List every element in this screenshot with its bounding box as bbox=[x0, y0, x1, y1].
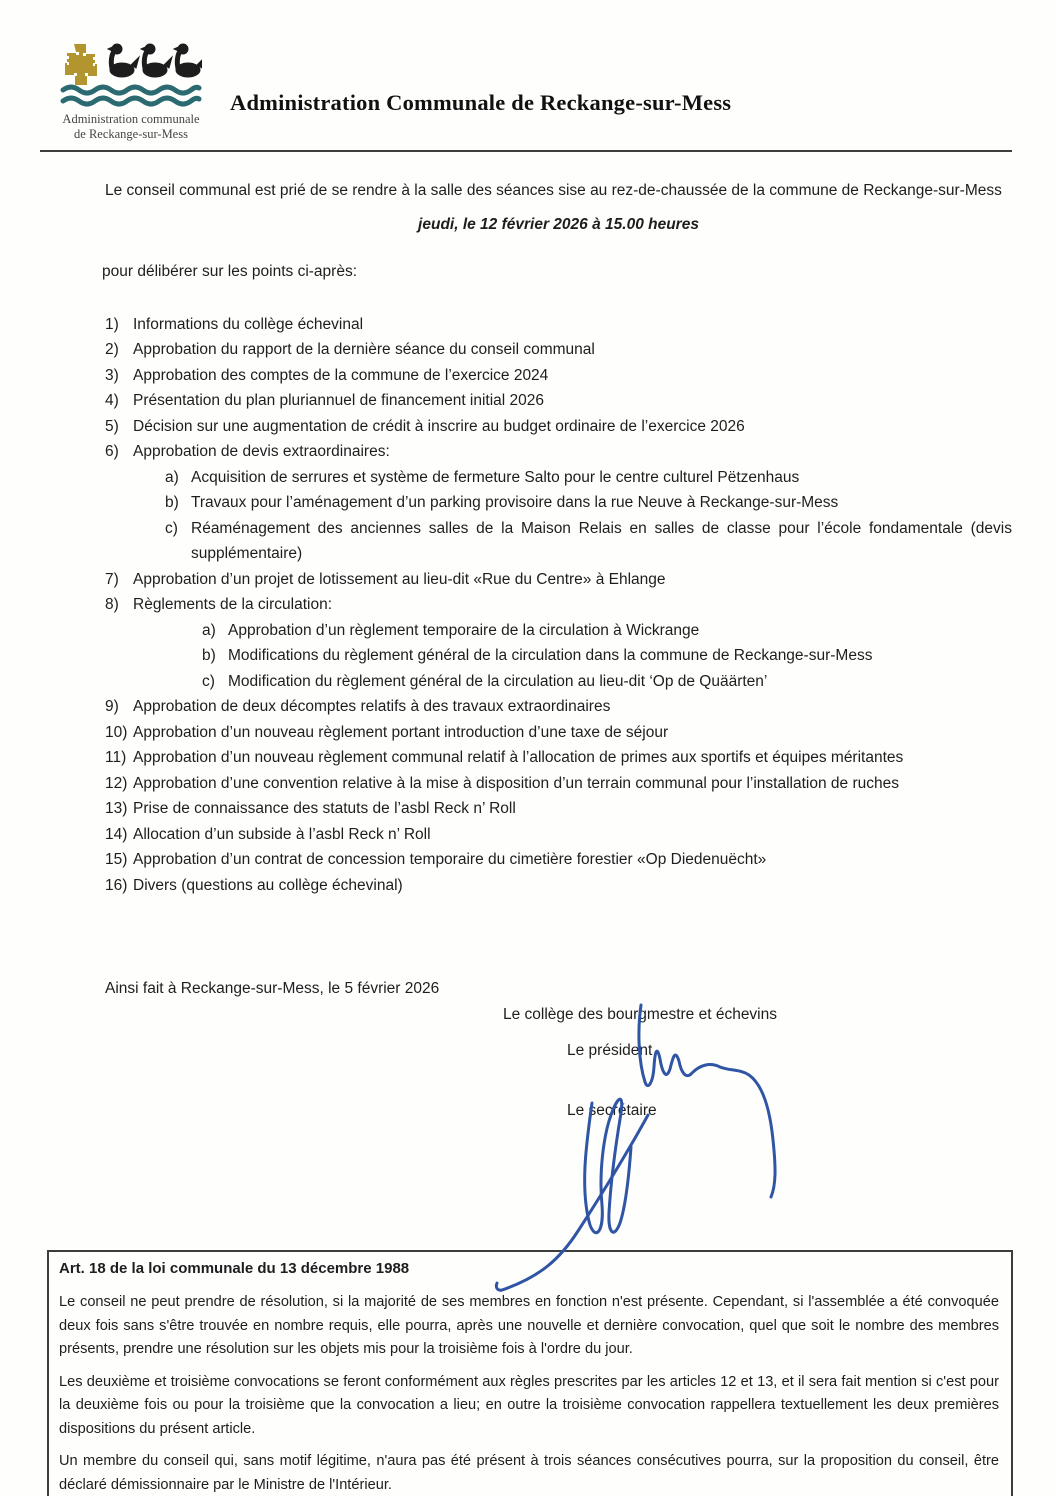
logo-waves-icon bbox=[63, 87, 199, 104]
item-number: 5) bbox=[105, 417, 119, 435]
item-letter: c) bbox=[165, 519, 178, 537]
item-text: Approbation d’un nouveau règlement portant introduction d’une taxe de séjour bbox=[133, 723, 669, 741]
item-text: Approbation d’un règlement temporaire de la circulation à Wickrange bbox=[228, 621, 700, 639]
president-signature bbox=[639, 1005, 775, 1197]
item-number: 10) bbox=[105, 723, 128, 741]
item-text: Modifications du règlement général de la circulation dans la commune de Reckange-sur-Mess bbox=[228, 647, 873, 664]
item-letter: b) bbox=[165, 494, 179, 511]
item-text: Modification du règlement général de la circulation au lieu-dit ‘Op de Quäärten’ bbox=[228, 672, 768, 690]
college-line: Le collège des bourgmestre et échevins bbox=[503, 1006, 777, 1023]
intro-paragraph: Le conseil communal est prié de se rendre à la salle des séances sise au rez-de-chaussée de la commune de Reckange-sur-Mess bbox=[105, 182, 1002, 199]
item-text: Réaménagement des anciennes salles de la Maison Relais en salles de classe pour l’école fondamentale (devis supplémentaire) bbox=[191, 519, 1012, 562]
agenda-subitem bbox=[202, 618, 1012, 644]
item-text: Prise de connaissance des statuts de l’asbl Reck n’ Roll bbox=[133, 800, 516, 817]
agenda-item bbox=[105, 414, 1012, 440]
closing-place-date: Ainsi fait à Reckange-sur-Mess, le 5 février 2026 bbox=[105, 980, 440, 997]
agenda-subitem bbox=[165, 516, 1012, 567]
logo-ducks-icon bbox=[108, 44, 202, 77]
item-number: 2) bbox=[105, 341, 119, 358]
item-text: Approbation d’une convention relative à la mise à disposition d’un terrain communal pour l’installation de ruches bbox=[133, 774, 899, 792]
agenda-item bbox=[105, 592, 1012, 618]
item-number: 3) bbox=[105, 366, 119, 384]
legal-notice-box bbox=[47, 1250, 1013, 1496]
agenda-item bbox=[105, 796, 1012, 822]
item-letter: a) bbox=[165, 468, 179, 486]
legal-paragraph: Un membre du conseil qui, sans motif légitime, n'aura pas été présent à trois séances consécutives pourra, sur la proposition du conseil, être déclaré démissionnaire par le Ministre de l'Intérieur. bbox=[59, 1453, 999, 1493]
agenda-subitem bbox=[165, 465, 1012, 491]
item-number: 15) bbox=[105, 851, 128, 868]
agenda-item bbox=[105, 745, 1012, 771]
item-number: 7) bbox=[105, 570, 119, 588]
document-title: Administration Communale de Reckange-sur-Mess bbox=[230, 90, 732, 115]
item-number: 8) bbox=[105, 596, 119, 613]
item-text: Approbation de deux décomptes relatifs à des travaux extraordinaires bbox=[133, 698, 611, 715]
document-body bbox=[102, 178, 1012, 898]
item-number: 1) bbox=[105, 315, 119, 333]
item-number: 14) bbox=[105, 825, 128, 843]
agenda-item bbox=[105, 847, 1012, 873]
agenda-subitem bbox=[202, 669, 1012, 695]
item-text: Décision sur une augmentation de crédit à inscrire au budget ordinaire de l’exercice 2026 bbox=[133, 417, 745, 435]
item-number: 6) bbox=[105, 443, 119, 460]
legal-paragraph: Le conseil ne peut prendre de résolution, si la majorité de ses membres en fonction n'est présente. Cependant, si l'assemblée a été convoquée deux fois sans s'être trouvée en nombre requis, elle pourra, après une nouvelle et dernière convocation, quel que soit le nombre des membres présents, prendre une résolution sur les objets mis pour la troisième fois à l'ordre du jour. bbox=[59, 1294, 999, 1357]
item-letter: c) bbox=[202, 672, 215, 690]
logo-caption bbox=[60, 112, 202, 141]
president-label: Le président bbox=[567, 1042, 653, 1059]
legal-heading: Art. 18 de la loi communale du 13 décembre 1988 bbox=[59, 1260, 410, 1277]
agenda-item bbox=[105, 694, 1012, 720]
item-text: Approbation d’un nouveau règlement communal relatif à l’allocation de primes aux sportifs et équipes méritantes bbox=[133, 749, 904, 766]
item-text: Présentation du plan pluriannuel de financement initial 2026 bbox=[133, 392, 545, 409]
logo-caption-line1: Administration communale bbox=[62, 112, 200, 126]
agenda-subitem bbox=[202, 643, 1012, 669]
agenda-subitem bbox=[165, 490, 1012, 516]
item-text: Règlements de la circulation: bbox=[133, 596, 333, 613]
agenda-item bbox=[105, 720, 1012, 746]
item-letter: b) bbox=[202, 647, 216, 664]
item-number: 11) bbox=[105, 749, 127, 766]
meeting-datetime: jeudi, le 12 février 2026 à 15.00 heures bbox=[418, 215, 699, 233]
item-text: Divers (questions au collège échevinal) bbox=[133, 876, 403, 894]
item-number: 12) bbox=[105, 774, 128, 792]
item-number: 13) bbox=[105, 800, 128, 817]
agenda-item bbox=[105, 388, 1012, 414]
item-text: Approbation de devis extraordinaires: bbox=[133, 443, 390, 460]
legal-paragraph: Les deuxième et troisième convocations se feront conformément aux règles prescrites par les articles 12 et 13, et il sera fait mention si c'est pour la deuxième fois ou pour la troisième que la convocation a lieu; en outre la troisième convocation rappellera textuellement les deux premières dispositions du présent article. bbox=[59, 1373, 999, 1437]
item-text: Approbation du rapport de la dernière séance du conseil communal bbox=[133, 341, 595, 358]
commune-logo bbox=[60, 42, 202, 141]
item-text: Informations du collège échevinal bbox=[133, 315, 364, 333]
item-text: Approbation d’un projet de lotissement au lieu-dit «Rue du Centre» à Ehlange bbox=[133, 570, 666, 588]
agenda-item bbox=[105, 567, 1012, 593]
secretary-label: Le secrétaire bbox=[567, 1102, 657, 1119]
item-number: 16) bbox=[105, 876, 128, 894]
item-text: Acquisition de serrures et système de fermeture Salto pour le centre culturel Pëtzenhaus bbox=[191, 468, 800, 486]
logo-graphic bbox=[60, 42, 202, 110]
item-text: Travaux pour l’aménagement d’un parking provisoire dans la rue Neuve à Reckange-sur-Mess bbox=[191, 494, 839, 511]
item-text: Approbation d’un contrat de concession temporaire du cimetière forestier «Op Diedenuëcht» bbox=[133, 851, 767, 868]
logo-cross-icon bbox=[65, 44, 97, 85]
agenda-item bbox=[105, 771, 1012, 797]
item-text: Approbation des comptes de la commune de l’exercice 2024 bbox=[133, 366, 549, 384]
item-letter: a) bbox=[202, 621, 216, 639]
agenda-item bbox=[105, 363, 1012, 389]
agenda-item bbox=[105, 312, 1012, 338]
agenda-item bbox=[105, 822, 1012, 848]
item-number: 4) bbox=[105, 392, 119, 409]
agenda-item bbox=[105, 337, 1012, 363]
header-divider bbox=[40, 150, 1012, 152]
logo-caption-line2: de Reckange-sur-Mess bbox=[74, 126, 188, 141]
agenda-item bbox=[105, 439, 1012, 465]
agenda-list bbox=[105, 312, 1012, 899]
item-number: 9) bbox=[105, 698, 119, 715]
agenda-item bbox=[105, 873, 1012, 899]
lead-text: pour délibérer sur les points ci-après: bbox=[102, 263, 358, 280]
item-text: Allocation d’un subside à l’asbl Reck n’ Roll bbox=[133, 825, 431, 843]
